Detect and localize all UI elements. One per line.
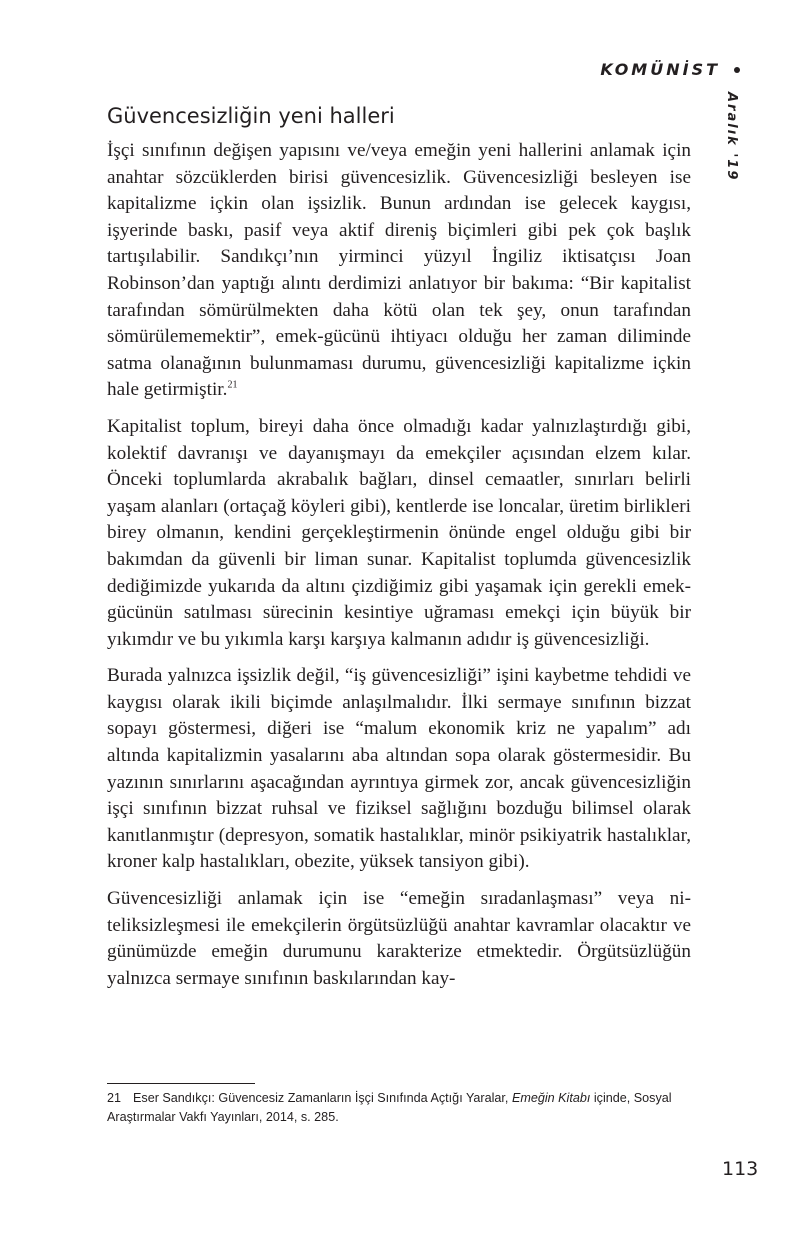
issue-date: Aralık '19 [724,92,739,182]
paragraph-text: Burada yalnızca işsizlik değil, “iş güvencesizliği” işini kaybetme tehdidi ve kaygısı olarak ikili biçimde anlaşılmalıdır. İlki sermaye sınıfının bizzat sopayı göstermesi, diğeri ise “malum ekonomik kriz ne yapalım” adı altında kapitalizmin yasalarını aba altından sopa olarak göstermesidir. Bu yazının sınırlarını aşacağından ayrıntıya girmek zor, ancak güvencesizliğin işçi sınıfının bizzat ruhsal ve fiziksel sağlığını bozduğu bilimsel olarak kanıtlanmıştır (depresyon, somatik hastalıklar, minör psikiyatrik hastalıklar, kroner kalp hastalıkları, obezite, yüksek tansiyon gibi). [107,665,691,873]
footnote-number: 21 [107,1091,122,1105]
footnote [107,1089,691,1127]
magazine-name: KOMÜNİST [600,60,720,79]
article-body [107,100,691,1002]
footnote-reference[interactable]: 21 [227,379,238,391]
paragraph-text: İşçi sınıfının değişen yapısını ve/veya emeğin yeni hallerini anlamak için anahtar sözcüklerden birisi güvencesizlik. Güvencesizliği besleyen ise kapitalizme içkin olan işsizlik. Bunun ardından ise gelecek kaygısı, işyerinde baskı, pasif veya aktif direniş biçimleri gibi pek çok başlık tartışılabilir. Sandıkçı’nın yirminci yüzyıl İngiliz iktisatçısı Joan Robinson’dan yaptığı alıntı derdimizi anlatıyor bir bakıma: “Bir kapitalist tarafından sömürülmekten daha kötü olan tek şey, onun tarafından sömürülememektir”, emek-gücünü ihtiyacı olduğu her zaman diliminde satma olanağının bulunmaması durumu, güvencesizliği kapitalizme içkin hale getirmiştir. [107,140,691,401]
footnote-text-tail: içinde, Sosyal Araştırmalar Vakfı Yayınları, 2014, s. 285. [107,1091,672,1124]
paragraph-1 [107,138,691,404]
paragraph-3 [107,663,691,876]
bullet-dot-icon [734,67,740,73]
footnote-book-title: Emeğin Kitabı [511,1091,591,1105]
running-head [560,60,740,79]
section-title: Güvencesizliğin yeni halleri [107,104,395,128]
paragraph-4 [107,886,691,992]
paragraph-text: Güvencesizliği anlamak için ise “emeğin sıradanlaşması” veya niteliksizleşmesi ile emekçilerin örgütsüzlüğü anahtar kavramlar olacaktır ve günümüzde emeğin durumunu karakterize etmektedir. Örgütsüzlüğün yalnızca sermaye sınıfının baskılarından kay- [107,888,691,989]
paragraph-2 [107,414,691,653]
footnote-text: Eser Sandıkçı: Güvencesiz Zamanların İşçi Sınıfında Açtığı Yaralar, [133,1091,512,1105]
paragraph-text: Kapitalist toplum, bireyi daha önce olmadığı kadar yalnızlaştırdığı gibi, kolektif davranışı ve dayanışmayı da emekçiler açısından elzem kılar. Önceki toplumlarda akrabalık bağları, dinsel cemaatler, sınırları belirli yaşam alanları (ortaçağ köyleri gibi), kentlerde ise loncalar, üretim birlikleri birey olmanın, kendini gerçekleştirmenin önünde engel olduğu gibi bir bakımdan da güvenli bir liman sunar. Kapitalist toplumda güvencesizlik dediğimizde yukarıda da altını çizdiğimiz gibi yaşamak için gerekli emek-gücünün satılması sürecinin kesintiye uğraması emekçi için büyük bir yıkımdır ve bu yıkımla karşı karşıya kalmanın adıdır iş güvencesizliği. [107,415,691,650]
footnote-divider [107,1083,255,1084]
page-number: 113 [722,1158,759,1180]
